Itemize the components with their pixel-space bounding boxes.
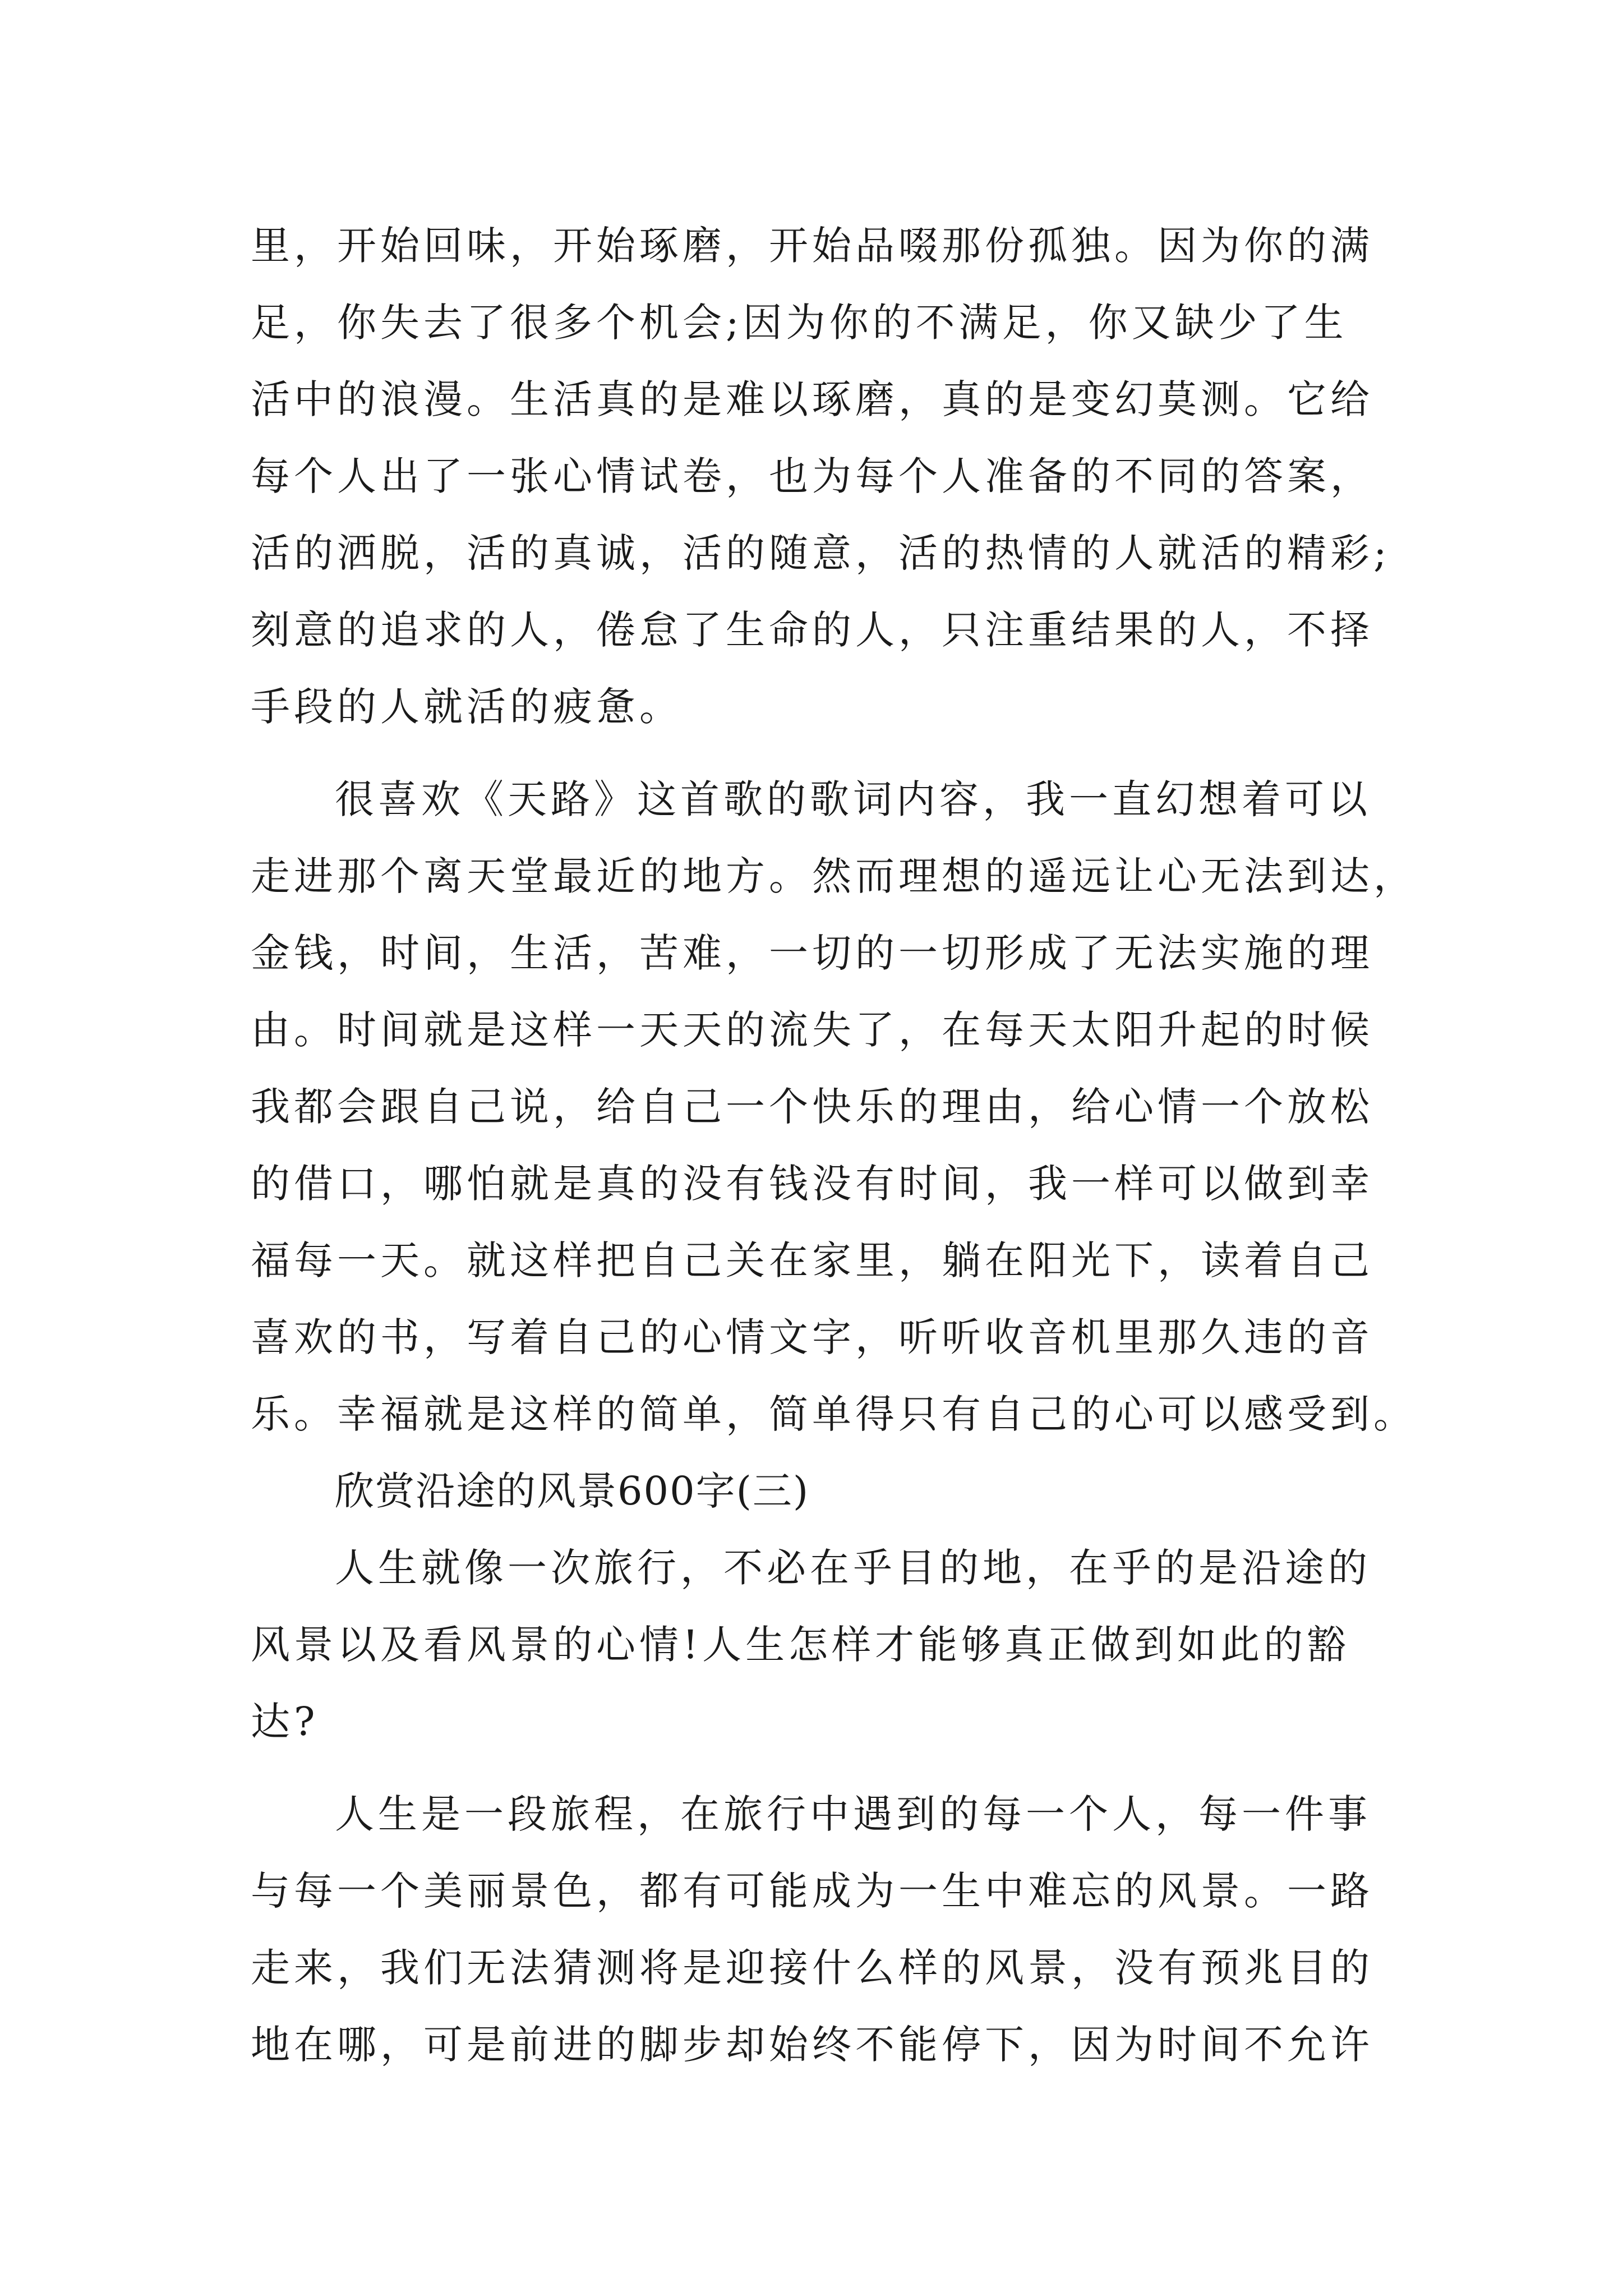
text-line: 刻意的追求的人，倦怠了生命的人，只注重结果的人，不择 <box>251 607 1373 653</box>
text-line: 人生是一段旅程，在旅行中遇到的每一个人，每一件事 <box>335 1791 1371 1837</box>
text-line: 喜欢的书，写着自己的心情文字，听听收音机里那久违的音 <box>251 1314 1373 1360</box>
text-line: 金钱，时间，生活，苦难，一切的一切形成了无法实施的理 <box>251 930 1373 976</box>
text-line: 里，开始回味，开始琢磨，开始品啜那份孤独。因为你的满 <box>251 223 1373 269</box>
text-line: 足，你失去了很多个机会;因为你的不满足，你又缺少了生 <box>251 300 1348 346</box>
text-line: 活中的浪漫。生活真的是难以琢磨，真的是变幻莫测。它给 <box>251 376 1373 422</box>
text-line: 与每一个美丽景色，都有可能成为一生中难忘的风景。一路 <box>251 1868 1373 1914</box>
text-line: 每个人出了一张心情试卷，也为每个人准备的不同的答案， <box>251 453 1373 499</box>
document-body <box>251 208 1417 2083</box>
paragraph <box>251 1776 1372 2083</box>
paragraph <box>251 1530 1372 1760</box>
text-line: 乐。幸福就是这样的简单，简单得只有自己的心可以感受到。 <box>251 1391 1417 1437</box>
text-line: 风景以及看风景的心情!人生怎样才能够真正做到如此的豁 <box>251 1622 1350 1668</box>
section-heading-wrap <box>251 1453 1372 1530</box>
text-line: 福每一天。就这样把自己关在家里，躺在阳光下，读着自己 <box>251 1237 1373 1283</box>
text-line: 达? <box>251 1699 319 1745</box>
text-line: 的借口，哪怕就是真的没有钱没有时间，我一样可以做到幸 <box>251 1161 1373 1207</box>
text-line: 人生就像一次旅行，不必在乎目的地，在乎的是沿途的 <box>335 1545 1371 1591</box>
text-line: 活的洒脱，活的真诚，活的随意，活的热情的人就活的精彩; <box>251 530 1391 576</box>
text-line: 走来，我们无法猜测将是迎接什么样的风景，没有预兆目的 <box>251 1945 1373 1991</box>
text-line: 我都会跟自己说，给自己一个快乐的理由，给心情一个放松 <box>251 1084 1373 1130</box>
text-line: 手段的人就活的疲惫。 <box>251 684 683 730</box>
text-line: 由。时间就是这样一天天的流失了，在每天太阳升起的时候 <box>251 1007 1373 1053</box>
text-line: 走进那个离天堂最近的地方。然而理想的遥远让心无法到达， <box>251 853 1417 899</box>
text-line: 地在哪，可是前进的脚步却始终不能停下，因为时间不允许 <box>251 2022 1373 2068</box>
text-line: 很喜欢《天路》这首歌的歌词内容，我一直幻想着可以 <box>335 776 1371 822</box>
paragraph <box>251 761 1417 1453</box>
section-heading: 欣赏沿途的风景600字(三) <box>335 1468 810 1514</box>
paragraph <box>251 208 1391 746</box>
